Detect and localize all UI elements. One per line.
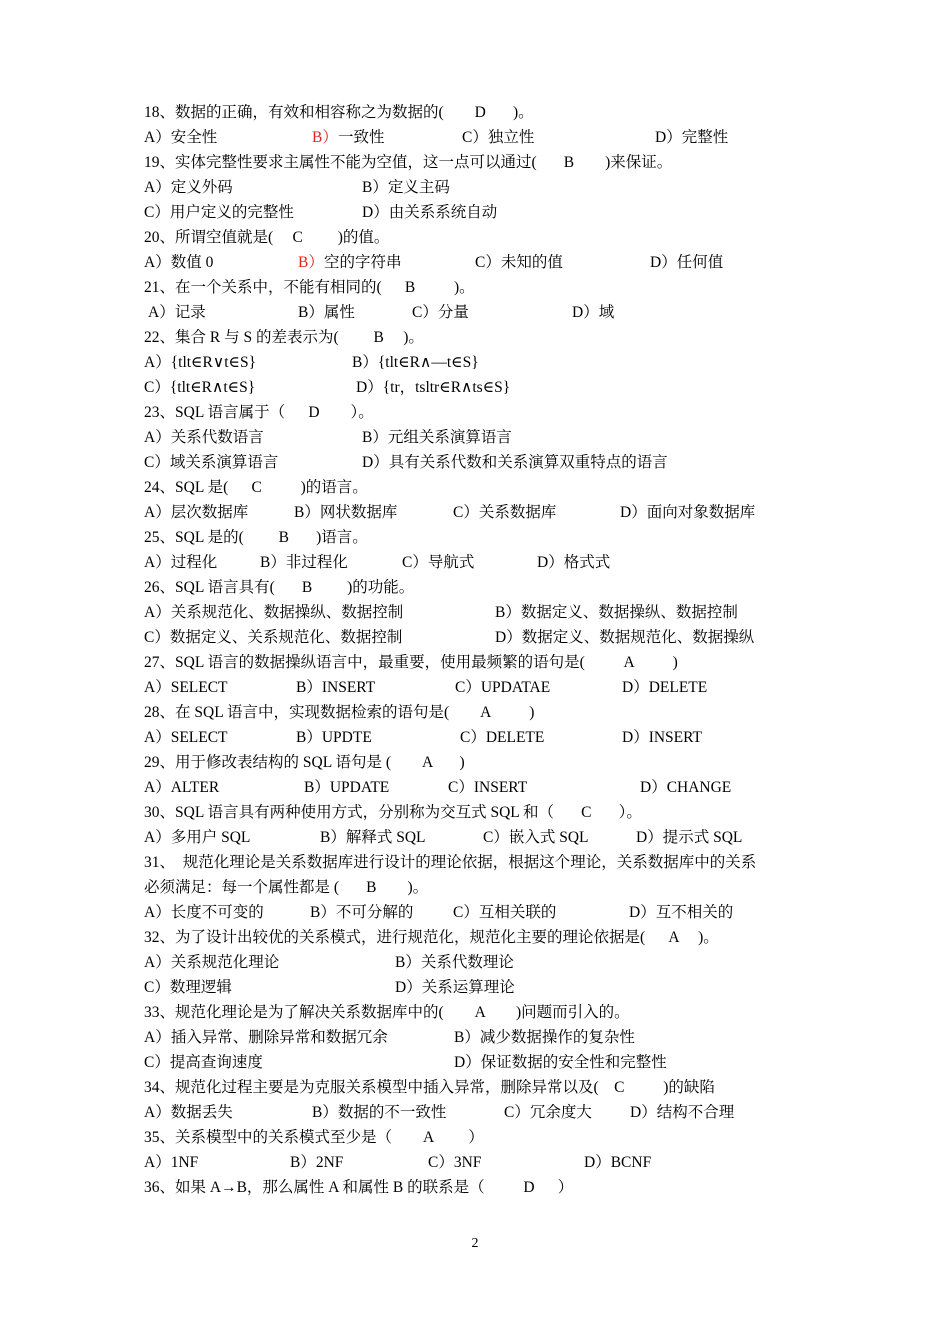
text-line (0, 775, 950, 800)
text-segment: 18、数据的正确，有效和相容称之为数据的( D )。 (144, 104, 534, 121)
text-line (0, 225, 950, 250)
text-line (0, 900, 950, 925)
text-segment: 25、SQL 是的( B )语言。 (144, 529, 368, 546)
text-segment: D）结构不合理 (630, 1104, 735, 1121)
text-segment: A）ALTER (144, 779, 220, 796)
text-segment: 27、SQL 语言的数据操纵语言中，最重要，使用最频繁的语句是( A ) (144, 654, 678, 671)
text-line (0, 750, 950, 775)
text-segment: C）数据定义、关系规范化、数据控制 (144, 629, 403, 646)
page-number: 2 (471, 1236, 479, 1251)
text-segment: B）定义主码 (362, 179, 450, 196)
text-segment: A）{tlt∈R∨t∈S} (144, 354, 257, 371)
text-segment: A）多用户 SQL (144, 829, 251, 846)
text-segment: C）未知的值 (475, 254, 563, 271)
text-line (0, 1125, 950, 1150)
text-line (0, 725, 950, 750)
text-line (0, 550, 950, 575)
text-segment: A）定义外码 (144, 179, 233, 196)
text-segment: B） (298, 254, 324, 271)
text-segment: D）BCNF (584, 1154, 652, 1171)
text-line (0, 300, 950, 325)
text-line (0, 575, 950, 600)
text-segment: D）INSERT (622, 729, 703, 746)
text-segment: A）插入异常、删除异常和数据冗余 (144, 1029, 388, 1046)
text-segment: 33、规范化理论是为了解决关系数据库中的( A )问题而引入的。 (144, 1004, 630, 1021)
text-line (0, 800, 950, 825)
text-segment: B）INSERT (296, 679, 376, 696)
text-segment: A）SELECT (144, 679, 228, 696)
text-segment: A）层次数据库 (144, 504, 249, 521)
text-segment: 35、关系模型中的关系模式至少是（ A ） (144, 1129, 484, 1146)
text-segment: 一致性 (338, 129, 385, 146)
text-segment: B）UPDTE (296, 729, 372, 746)
text-segment: C）互相关联的 (453, 904, 557, 921)
text-segment: C）导航式 (402, 554, 475, 571)
text-segment: 21、在一个关系中，不能有相同的( B )。 (144, 279, 475, 296)
text-segment: A）关系规范化、数据操纵、数据控制 (144, 604, 404, 621)
text-segment: 36、如果 A→B，那么属性 A 和属性 B 的联系是（ D ） (144, 1179, 574, 1196)
text-segment: B）不可分解的 (310, 904, 414, 921)
text-segment: A）关系规范化理论 (144, 954, 280, 971)
text-line (0, 875, 950, 900)
text-line (0, 100, 950, 125)
text-segment: B）非过程化 (260, 554, 348, 571)
text-segment: D）完整性 (655, 129, 729, 146)
text-line (0, 525, 950, 550)
text-line (0, 200, 950, 225)
text-line (0, 600, 950, 625)
text-line (0, 275, 950, 300)
text-segment: D）具有关系代数和关系演算双重特点的语言 (362, 454, 668, 471)
text-segment: A）过程化 (144, 554, 218, 571)
text-segment: B）解释式 SQL (320, 829, 426, 846)
text-segment: D）提示式 SQL (636, 829, 743, 846)
text-segment: C）{tlt∈R∧t∈S} (144, 379, 256, 396)
text-segment: C）冗余度大 (504, 1104, 592, 1121)
text-segment: D）关系运算理论 (395, 979, 515, 996)
text-segment: 28、在 SQL 语言中，实现数据检索的语句是( A ) (144, 704, 535, 721)
text-segment: 必须满足：每一个属性都是 ( B )。 (144, 879, 429, 896)
text-segment: B） (312, 129, 338, 146)
text-line (0, 925, 950, 950)
text-line (0, 325, 950, 350)
text-segment: B）关系代数理论 (395, 954, 514, 971)
text-line (0, 825, 950, 850)
text-segment: A）1NF (144, 1154, 199, 1171)
text-segment: D）保证数据的安全性和完整性 (454, 1054, 667, 1071)
text-line (0, 650, 950, 675)
text-segment: B）数据定义、数据操纵、数据控制 (495, 604, 738, 621)
text-segment: A）关系代数语言 (144, 429, 264, 446)
text-segment: B）减少数据操作的复杂性 (454, 1029, 635, 1046)
text-segment: D）DELETE (622, 679, 708, 696)
text-segment: C）INSERT (448, 779, 528, 796)
text-line (0, 850, 950, 875)
text-segment: D）域 (572, 304, 615, 321)
text-segment: C）域关系演算语言 (144, 454, 279, 471)
text-segment: 29、用于修改表结构的 SQL 语句是 ( A ) (144, 754, 465, 771)
text-segment: B）网状数据库 (294, 504, 398, 521)
text-line (0, 1150, 950, 1175)
text-segment: B）UPDATE (304, 779, 390, 796)
text-segment: C）DELETE (460, 729, 545, 746)
text-segment: C）独立性 (462, 129, 535, 146)
text-segment: D）{tr，tsltr∈R∧ts∈S} (356, 379, 511, 396)
text-segment: 31、 规范化理论是关系数据库进行设计的理论依据，根据这个理论，关系数据库中的关系 (144, 854, 757, 871)
text-segment: D）CHANGE (640, 779, 732, 796)
text-segment: C）数理逻辑 (144, 979, 232, 996)
text-line (0, 350, 950, 375)
text-line (0, 950, 950, 975)
text-line (0, 450, 950, 475)
text-segment: 30、SQL 语言具有两种使用方式，分别称为交互式 SQL 和（ C ）。 (144, 804, 642, 821)
text-line (0, 700, 950, 725)
text-line (0, 375, 950, 400)
text-segment: D）由关系系统自动 (362, 204, 498, 221)
text-line (0, 1075, 950, 1100)
text-line (0, 400, 950, 425)
text-segment: C）嵌入式 SQL (483, 829, 589, 846)
text-segment: C）分量 (412, 304, 469, 321)
text-segment: 32、为了设计出较优的关系模式，进行规范化，规范化主要的理论依据是( A )。 (144, 929, 719, 946)
text-line (0, 1025, 950, 1050)
text-segment: A）SELECT (144, 729, 228, 746)
text-segment: A）安全性 (144, 129, 218, 146)
text-segment: C）UPDATAE (455, 679, 551, 696)
text-segment: C）3NF (428, 1154, 482, 1171)
text-segment: B）元组关系演算语言 (362, 429, 512, 446)
text-line (0, 250, 950, 275)
text-line (0, 1000, 950, 1025)
text-segment: A）长度不可变的 (144, 904, 264, 921)
text-segment: 24、SQL 是( C )的语言。 (144, 479, 368, 496)
text-segment: C）提高查询速度 (144, 1054, 263, 1071)
text-line (0, 150, 950, 175)
text-line (0, 1050, 950, 1075)
text-segment: 空的字符串 (324, 254, 402, 271)
text-segment: C）关系数据库 (453, 504, 557, 521)
text-segment: 20、所谓空值就是( C )的值。 (144, 229, 390, 246)
text-line (0, 625, 950, 650)
text-segment: 19、实体完整性要求主属性不能为空值，这一点可以通过( B )来保证。 (144, 154, 673, 171)
text-line (0, 475, 950, 500)
text-segment: A）数值 0 (144, 254, 214, 271)
text-line (0, 1100, 950, 1125)
text-line (0, 675, 950, 700)
text-segment: B）属性 (298, 304, 355, 321)
text-line (0, 1175, 950, 1200)
text-segment: B）{tlt∈R∧—t∈S} (352, 354, 479, 371)
text-line (0, 975, 950, 1000)
text-segment: 22、集合 R 与 S 的差表示为( B )。 (144, 329, 424, 346)
text-segment: 34、规范化过程主要是为克服关系模型中插入异常，删除异常以及( C )的缺陷 (144, 1079, 715, 1096)
text-segment: B）数据的不一致性 (312, 1104, 447, 1121)
text-line (0, 175, 950, 200)
text-segment: B）2NF (290, 1154, 344, 1171)
text-segment: A）记录 (148, 304, 206, 321)
text-segment: C）用户定义的完整性 (144, 204, 294, 221)
text-line (0, 425, 950, 450)
text-segment: D）面向对象数据库 (620, 504, 756, 521)
text-line (0, 125, 950, 150)
text-segment: D）数据定义、数据规范化、数据操纵 (495, 629, 755, 646)
text-segment: D）格式式 (537, 554, 611, 571)
text-segment: 26、SQL 语言具有( B )的功能。 (144, 579, 415, 596)
text-segment: D）任何值 (650, 254, 724, 271)
text-segment: A）数据丢失 (144, 1104, 233, 1121)
text-segment: D）互不相关的 (629, 904, 734, 921)
text-segment: 23、SQL 语言属于（ D ）。 (144, 404, 374, 421)
text-line (0, 500, 950, 525)
